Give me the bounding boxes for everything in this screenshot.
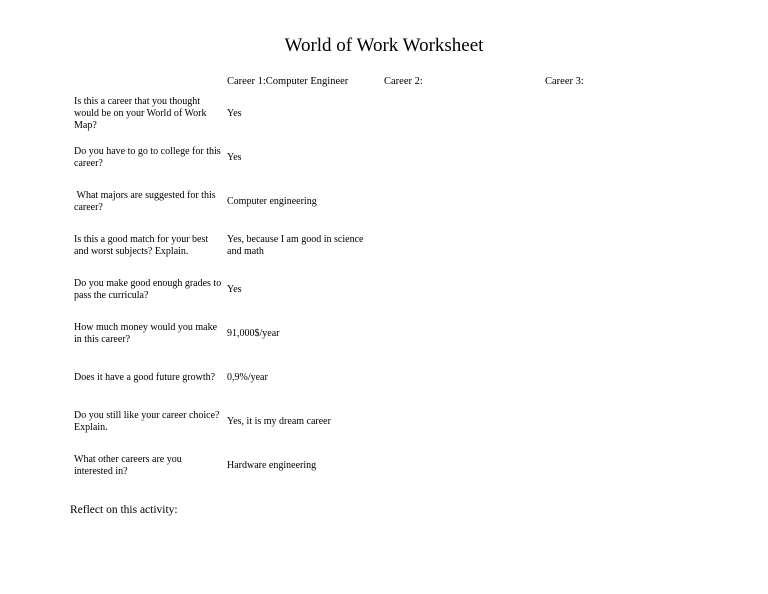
question-cell: What other careers are you interested in? (74, 454, 182, 477)
answer-cell: Yes, it is my dream career (227, 416, 331, 427)
table-row (74, 136, 754, 180)
answer-cell: Yes (227, 284, 242, 295)
question-cell: What majors are suggested for this career? (74, 190, 219, 213)
table-row (74, 312, 754, 356)
question-cell: Does it have a good future growth? (74, 372, 216, 383)
table-row (74, 180, 754, 224)
column-header-career-1: Career 1:Computer Engineer (227, 76, 349, 87)
table-row (74, 92, 754, 136)
table-row (74, 268, 754, 312)
question-cell: Is this a career that you thought would be on your World of Work Map? (74, 96, 207, 131)
reflect-label: Reflect on this activity: (70, 504, 178, 516)
table-row (74, 224, 754, 268)
answer-cell: 0,9%/year (227, 372, 268, 383)
answer-cell: Yes, because I am good in science and math (227, 234, 364, 257)
table-row (74, 444, 754, 488)
table-row (74, 356, 754, 400)
answer-cell: Yes (227, 108, 242, 119)
answer-cell: 91,000$/year (227, 328, 280, 339)
question-cell: Do you make good enough grades to pass the curricula? (74, 278, 222, 301)
question-cell: How much money would you make in this career? (74, 322, 218, 345)
page-title: World of Work Worksheet (284, 35, 484, 56)
answer-cell: Hardware engineering (227, 460, 317, 471)
question-cell: Do you still like your career choice? Explain. (74, 410, 220, 433)
column-header-career-2: Career 2: (384, 76, 423, 87)
question-cell: Do you have to go to college for this career? (74, 146, 221, 169)
answer-cell: Yes (227, 152, 242, 163)
question-cell: Is this a good match for your best and worst subjects? Explain. (74, 234, 209, 257)
answer-cell: Computer engineering (227, 196, 317, 207)
column-header-career-3: Career 3: (545, 76, 584, 87)
table-row (74, 400, 754, 444)
